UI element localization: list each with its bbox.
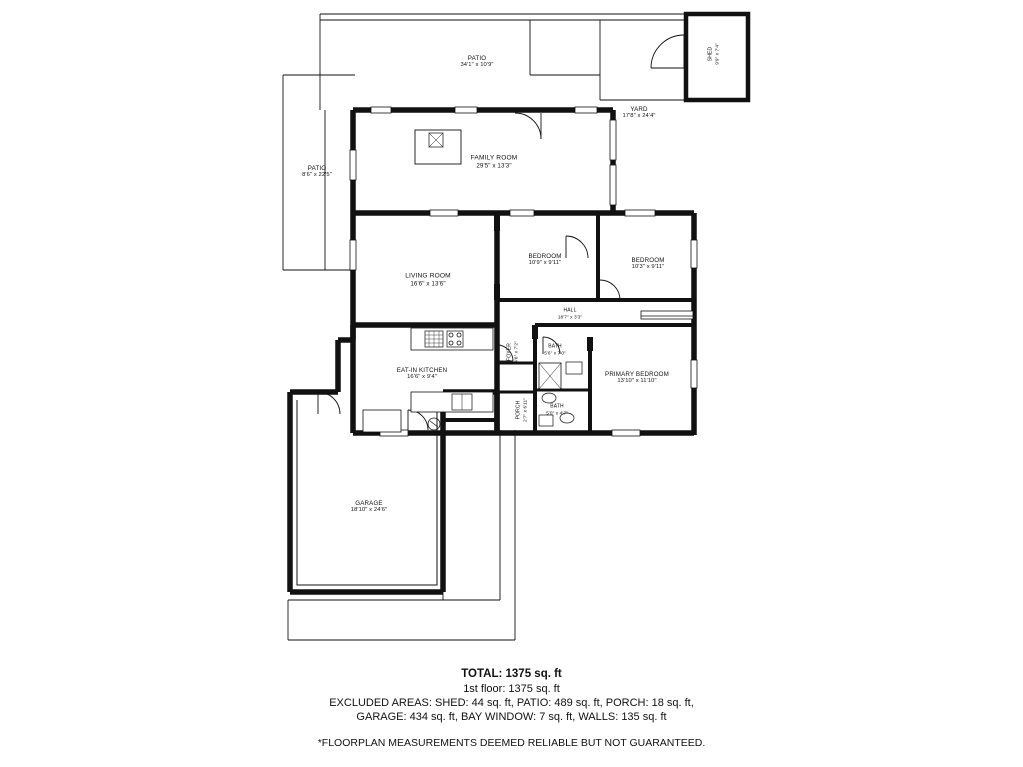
room-label: LIVING ROOM 16'6" x 13'6" xyxy=(405,272,451,288)
room-label: PORCH 2'7" x 6'11" xyxy=(515,398,528,422)
area-summary xyxy=(0,668,1023,749)
room-label: BATH 5'6" x 7'0" xyxy=(544,343,566,356)
total-area-line xyxy=(0,668,1023,680)
room-label: FOYER 4'6" x 7'2" xyxy=(506,341,519,363)
room-label: GARAGE 18'10" x 24'6" xyxy=(350,499,388,514)
floor-area-line: 1st floor: 1375 sq. ft xyxy=(463,683,560,695)
room-label: FAMILY ROOM 29'5" x 13'3" xyxy=(470,154,518,170)
room-label: BEDROOM 10'3" x 9'11" xyxy=(631,256,665,271)
room-label: YARD 17'8" x 24'4" xyxy=(622,105,656,120)
room-label: PATIO 34'1" x 10'9" xyxy=(460,54,494,69)
room-label: SHED 9'9" x 7'4" xyxy=(707,43,720,65)
total-label: TOTAL: xyxy=(461,668,503,680)
excluded-areas-line-1: EXCLUDED AREAS: SHED: 44 sq. ft, PATIO: 489 sq. ft, PORCH: 18 sq. ft, xyxy=(329,697,694,709)
excluded-areas-line-2: GARAGE: 434 sq. ft, BAY WINDOW: 7 sq. ft, WALLS: 135 sq. ft xyxy=(356,711,667,723)
total-value: 1375 sq. ft xyxy=(505,668,562,680)
room-label: EAT-IN KITCHEN 16'6" x 9'4" xyxy=(396,366,448,381)
room-label: PRIMARY BEDROOM 13'10" x 11'10" xyxy=(605,370,669,385)
wall-hatch xyxy=(494,213,593,351)
room-label: BEDROOM 10'9" x 9'11" xyxy=(528,252,562,267)
openings xyxy=(350,107,697,436)
room-label: PATIO 8'6" x 22'5" xyxy=(302,164,332,179)
disclaimer-text: *FLOORPLAN MEASUREMENTS DEEMED RELIABLE BUT NOT GUARANTEED. xyxy=(317,737,706,749)
shed-walls xyxy=(651,14,748,100)
doors xyxy=(318,113,620,430)
room-label: BATH 5'0" x 4'7" xyxy=(546,403,568,416)
room-label: HALL 18'7" x 3'3" xyxy=(557,307,583,320)
house-walls xyxy=(290,110,694,592)
